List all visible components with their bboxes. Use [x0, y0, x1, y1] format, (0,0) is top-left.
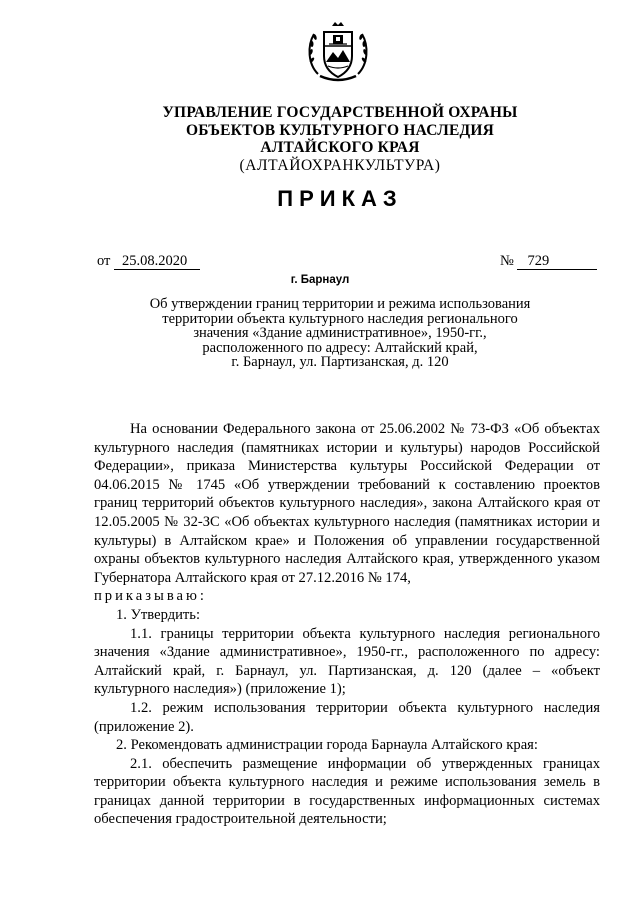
order-item-1: 1. Утвердить: [116, 606, 201, 623]
agency-line: АЛТАЙСКОГО КРАЯ [260, 139, 420, 156]
order-item-2-1: 2.1. обеспечить размещение информации об утвержденных границах территории объекта культурного наследия и режиме использования земель в границах данной территории в государственных информационных системах обеспечения градостроительной деятельности; [94, 755, 600, 828]
order-item-1-2: 1.2. режим использования территории объекта культурного наследия (приложение 2). [94, 699, 600, 735]
agency-line: ОБЪЕКТОВ КУЛЬТУРНОГО НАСЛЕДИЯ [185, 121, 495, 139]
document-body [94, 420, 600, 829]
subject-line: г. Барнаул, ул. Партизанская, д. 120 [231, 354, 449, 371]
preamble-paragraph: На основании Федерального закона от 25.06.2002 № 73-ФЗ «Об объектах культурного наследия (памятниках истории и культуры) народов Российской Федерации», приказа Министерства культуры Российской Федерации от 04.06.2015 № 1745 «Об утверждении требований к составлению проектов границ территорий объектов культурного наследия», закона Алтайского края от 12.05.2005 № 32-ЗС «Об объектах культурного наследия (памятниках истории и культуры) в Алтайском крае» и Положения об управлении государственной охраны объектов культурного наследия Алтайского края, утвержденного указом Губернатора Алтайского края от 27.12.2016 № 174, [94, 421, 600, 586]
document-type-title: ПРИКАЗ [277, 186, 403, 211]
document-number [500, 253, 597, 270]
agency-line: УПРАВЛЕНИЕ ГОСУДАРСТВЕННОЙ ОХРАНЫ [162, 104, 518, 121]
order-word: приказываю: [94, 588, 207, 605]
agency-abbreviation: (АЛТАЙОХРАНКУЛЬТУРА) [239, 156, 441, 174]
date-value: 25.08.2020 [114, 253, 200, 270]
order-item-1-1: 1.1. границы территории объекта культурного наследия регионального значения «Здание административное», 1950-гг., расположенного по адресу: Алтайский край, г. Барнаул, ул. Партизанская, д. 120 (далее – «объект культурного наследия») (приложение 1); [94, 625, 600, 698]
coat-of-arms-icon [302, 16, 374, 88]
number-value: 729 [517, 253, 597, 270]
document-subject [140, 297, 540, 370]
subject-line: Об утверждении границ территории и режима использования [149, 296, 531, 312]
document-city: г. Барнаул [290, 274, 350, 286]
date-prefix: от [97, 253, 111, 269]
order-item-2: 2. Рекомендовать администрации города Барнаула Алтайского края: [116, 737, 538, 754]
subject-line: расположенного по адресу: Алтайский край, [202, 339, 478, 356]
agency-name [100, 104, 580, 174]
document-date [97, 253, 200, 270]
subject-line: значения «Здание административное», 1950-гг., [193, 325, 487, 342]
number-prefix: № [500, 253, 514, 269]
subject-line: территории объекта культурного наследия регионального [162, 310, 518, 327]
